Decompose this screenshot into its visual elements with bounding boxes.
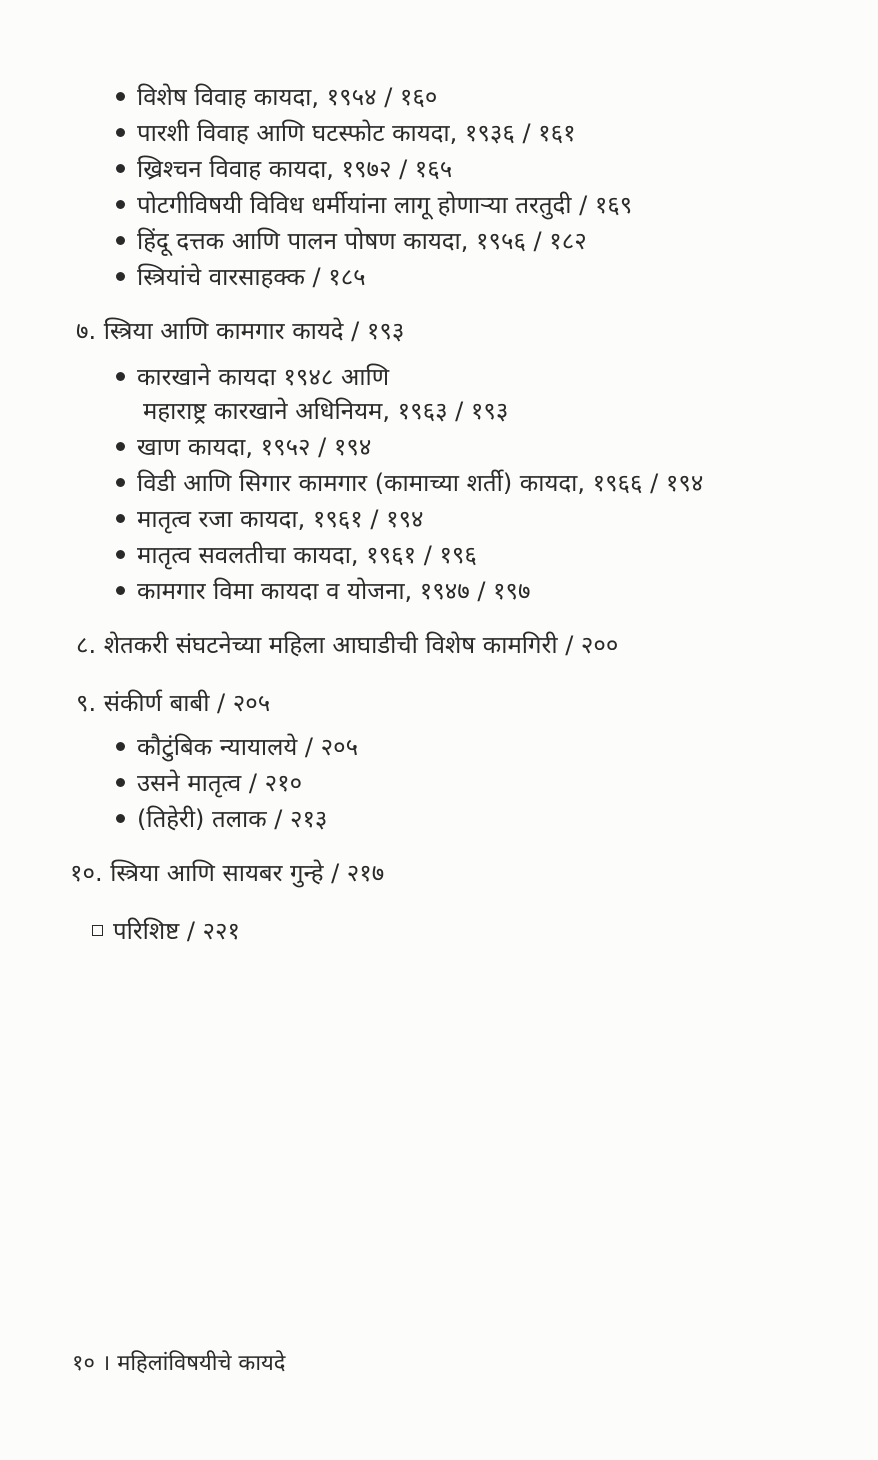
list-item: पोटगीविषयी विविध धर्मीयांना लागू होणाऱ्या तरतुदी / १६९ [116,190,632,220]
bullet-icon [116,128,125,137]
list-item: (तिहेरी) तलाक / २१३ [116,804,327,834]
list-item: मातृत्व सवलतीचा कायदा, १९६१ / १९६ [116,540,477,570]
bullet-icon [116,236,125,245]
bullet-icon [116,742,125,751]
bullet-icon [116,272,125,281]
section-heading: ९. संकीर्ण बाबी / २०५ [76,689,271,717]
bullet-icon [116,814,125,823]
page-footer: १० । महिलांविषयीचे कायदे [72,1351,286,1376]
list-item: कौटुंबिक न्यायालये / २०५ [116,732,358,762]
list-item: ख्रिश्चन विवाह कायदा, १९७२ / १६५ [116,154,452,184]
list-item: विशेष विवाह कायदा, १९५४ / १६० [116,82,437,112]
appendix-entry: परिशिष्ट / २२१ [92,916,240,946]
bullet-icon [116,92,125,101]
list-item: विडी आणि सिगार कामगार (कामाच्या शर्ती) कायदा, १९६६ / १९४ [116,468,703,498]
section-heading: ७. स्त्रिया आणि कामगार कायदे / १९३ [76,317,405,345]
list-item: हिंदू दत्तक आणि पालन पोषण कायदा, १९५६ / १८२ [116,226,587,256]
list-item: कामगार विमा कायदा व योजना, १९४७ / १९७ [116,576,531,606]
list-item: स्त्रियांचे वारसाहक्क / १८५ [116,262,366,292]
list-item-continuation: महाराष्ट्र कारखाने अधिनियम, १९६३ / १९३ [143,397,509,425]
bullet-icon [116,442,125,451]
bullet-icon [116,200,125,209]
list-item: उसने मातृत्व / २१० [116,768,302,798]
list-item: पारशी विवाह आणि घटस्फोट कायदा, १९३६ / १६१ [116,118,576,148]
list-item: कारखाने कायदा १९४८ आणि [116,362,389,392]
section-heading: १०. स्त्रिया आणि सायबर गुन्हे / २१७ [70,859,385,887]
bullet-icon [116,478,125,487]
bullet-icon [116,164,125,173]
bullet-icon [116,514,125,523]
bullet-icon [116,586,125,595]
square-bullet-icon [92,925,103,936]
bullet-icon [116,372,125,381]
list-item: खाण कायदा, १९५२ / १९४ [116,432,371,462]
bullet-icon [116,550,125,559]
section-heading: ८. शेतकरी संघटनेच्या महिला आघाडीची विशेष कामगिरी / २०० [76,631,619,659]
bullet-icon [116,778,125,787]
list-item: मातृत्व रजा कायदा, १९६१ / १९४ [116,504,424,534]
